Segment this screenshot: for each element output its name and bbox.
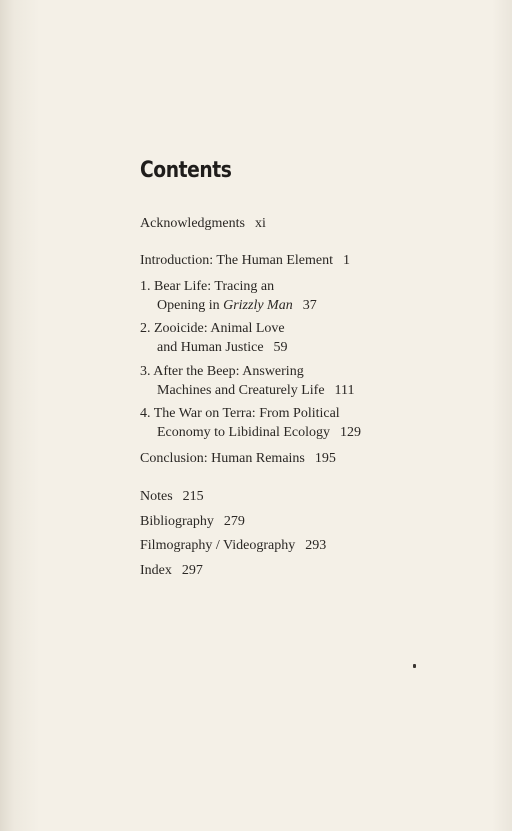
toc-entry-page: 37: [302, 298, 317, 313]
chapter-title-italic: Grizzly Man: [223, 298, 293, 313]
toc-entry-page: 215: [182, 489, 204, 504]
chapter-title-line2-text: Opening in: [157, 298, 224, 313]
chapter-title-line2-text: Machines and Creaturely Life: [157, 383, 325, 398]
toc-entry-page: 279: [223, 514, 245, 529]
toc-entry-chapter-4: [140, 404, 361, 442]
toc-entry-page: 297: [181, 563, 203, 578]
toc-entry-title: Index: [140, 563, 172, 578]
chapter-number: 4.: [140, 406, 151, 421]
toc-entry-page: 293: [305, 538, 327, 553]
ink-speck: [413, 664, 416, 668]
page-title: Contents: [140, 158, 232, 183]
chapter-title-line2: [140, 381, 355, 400]
toc-entry-page: 195: [314, 451, 336, 466]
toc-entry-bibliography: [140, 512, 245, 531]
toc-entry-conclusion: [140, 449, 336, 468]
chapter-number: 1.: [140, 279, 151, 294]
toc-entry-chapter-2: [140, 319, 288, 357]
chapter-number: 3.: [140, 364, 151, 379]
toc-entry-index: [140, 561, 203, 580]
chapter-title-line1: Bear Life: Tracing an: [154, 279, 275, 294]
toc-entry-acknowledgments: [140, 214, 266, 233]
toc-entry-page: 111: [334, 383, 355, 398]
chapter-title-line2-text: and Human Justice: [157, 340, 264, 355]
chapter-title-line1: Zooicide: Animal Love: [154, 321, 285, 336]
toc-entry-introduction: [140, 251, 350, 270]
chapter-title-line2: [140, 296, 317, 315]
chapter-title-line1: After the Beep: Answering: [153, 364, 304, 379]
toc-entry-page: 129: [340, 425, 362, 440]
toc-entry-chapter-1: [140, 277, 317, 315]
chapter-title-line2: [140, 423, 361, 442]
chapter-number: 2.: [140, 321, 151, 336]
toc-entry-title: Filmography / Videography: [140, 538, 296, 553]
chapter-title-line1: The War on Terra: From Political: [153, 406, 340, 421]
toc-entry-title: Conclusion: Human Remains: [140, 451, 305, 466]
toc-entry-page: 1: [342, 253, 350, 268]
toc-entry-title: Bibliography: [140, 514, 214, 529]
toc-entry-title: Acknowledgments: [140, 216, 245, 231]
toc-entry-chapter-3: [140, 362, 355, 400]
toc-entry-page: xi: [254, 216, 266, 231]
toc-entry-page: 59: [273, 340, 288, 355]
toc-entry-title: Introduction: The Human Element: [140, 253, 333, 268]
chapter-title-line2: [140, 338, 288, 357]
toc-entry-notes: [140, 487, 204, 506]
toc-entry-title: Notes: [140, 489, 173, 504]
chapter-title-line2-text: Economy to Libidinal Ecology: [157, 425, 331, 440]
toc-entry-filmography: [140, 536, 326, 555]
